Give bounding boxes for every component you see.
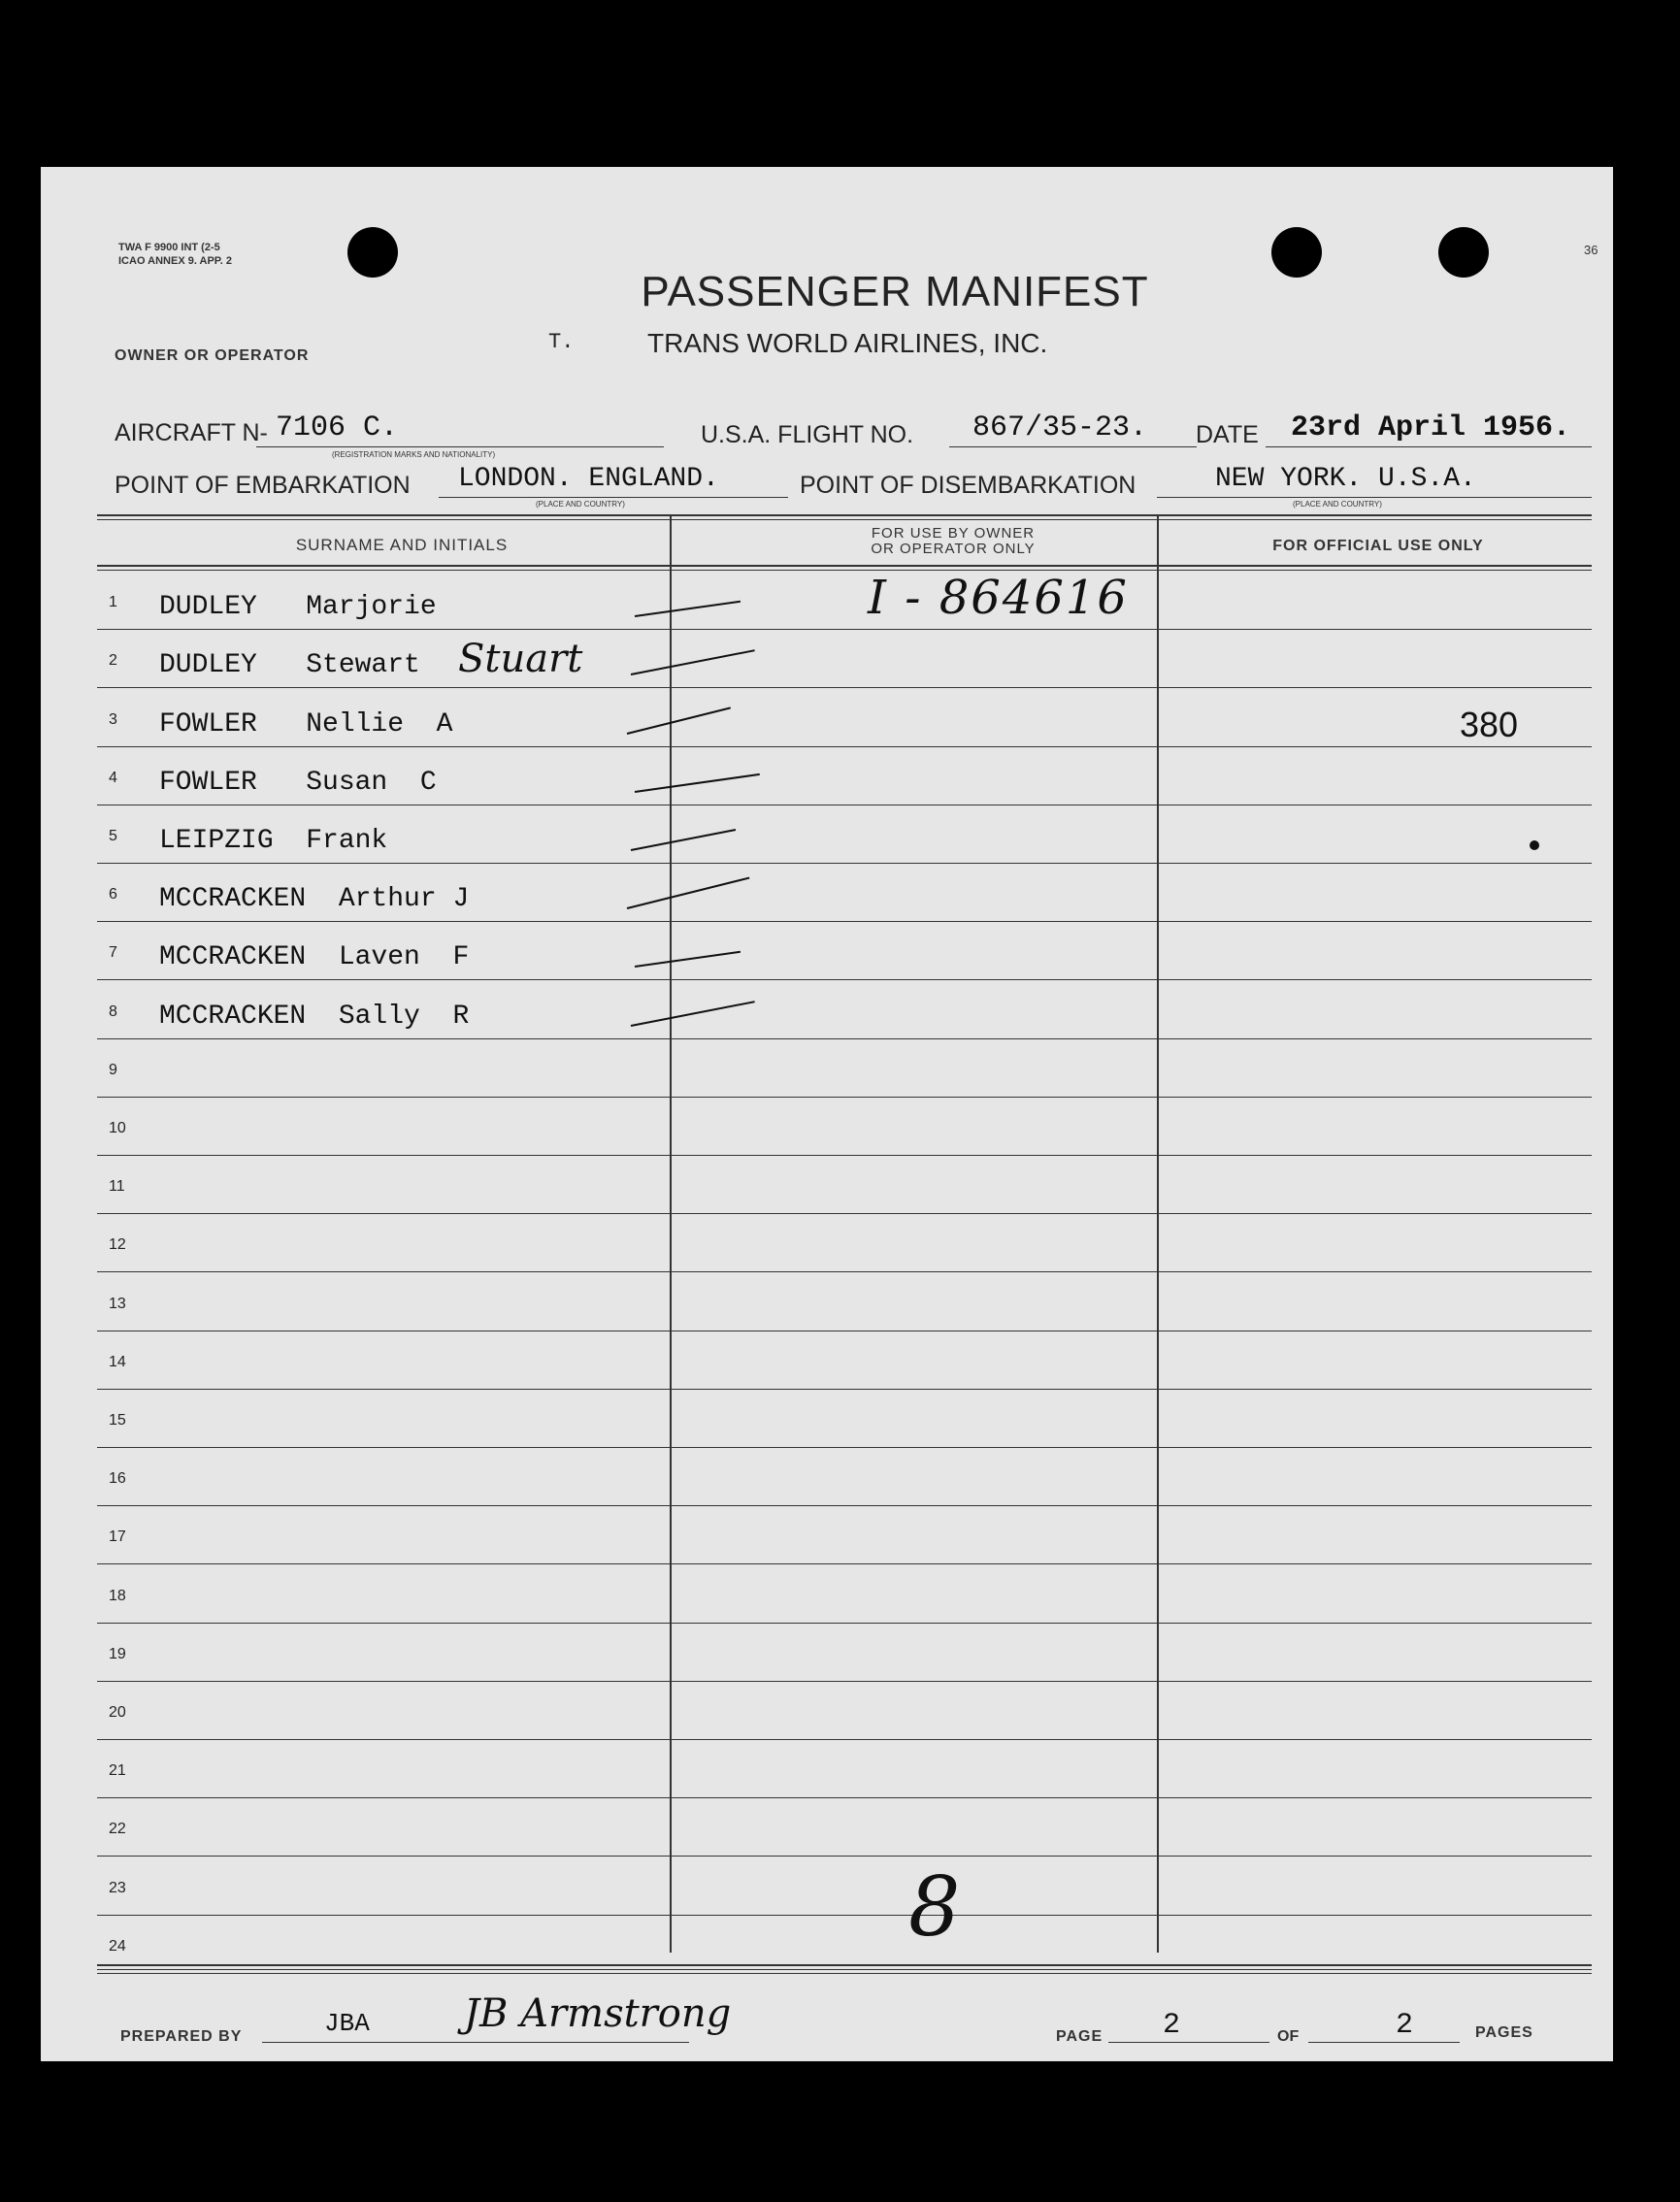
check-stroke bbox=[627, 877, 750, 909]
row-rule bbox=[97, 1915, 1592, 1916]
row-number: 16 bbox=[109, 1470, 126, 1488]
passenger-name: MCCRACKEN Sally R bbox=[159, 1001, 470, 1032]
handwritten-count: 8 bbox=[908, 1859, 961, 1955]
date-underline bbox=[1266, 446, 1592, 447]
footer-rule2 bbox=[97, 1969, 1592, 1970]
passenger-name: MCCRACKEN Laven F bbox=[159, 942, 470, 973]
form-code-line1: TWA F 9900 INT (2-5 bbox=[118, 242, 220, 253]
ink-dot bbox=[1530, 840, 1539, 850]
check-stroke bbox=[631, 1001, 755, 1027]
row-number: 15 bbox=[109, 1412, 126, 1429]
header-rule-top2 bbox=[97, 519, 1592, 520]
col-header-owner-use bbox=[672, 526, 1235, 557]
aircraft-value: 7106 C. bbox=[276, 411, 399, 444]
corner-code: 36 bbox=[1584, 243, 1598, 257]
manifest-sheet bbox=[41, 167, 1613, 2061]
row-number: 6 bbox=[109, 886, 117, 904]
row-number: 22 bbox=[109, 1821, 126, 1838]
row-number: 13 bbox=[109, 1295, 126, 1312]
date-value: 23rd April 1956. bbox=[1291, 411, 1571, 444]
row-rule bbox=[97, 979, 1592, 980]
date-label: DATE bbox=[1196, 421, 1259, 448]
footer-rule bbox=[97, 1964, 1592, 1966]
aircraft-underline bbox=[256, 446, 664, 447]
row-rule bbox=[97, 863, 1592, 864]
row-rule bbox=[97, 746, 1592, 747]
row-number: 10 bbox=[109, 1120, 126, 1136]
row-number: 18 bbox=[109, 1587, 126, 1604]
handwritten-ticket: I - 864616 bbox=[868, 571, 1129, 625]
row-number: 17 bbox=[109, 1528, 126, 1546]
header-rule-top bbox=[97, 514, 1592, 516]
row-rule bbox=[97, 1213, 1592, 1214]
row-number: 21 bbox=[109, 1762, 126, 1780]
row-number: 7 bbox=[109, 944, 117, 962]
punch-hole bbox=[1438, 227, 1489, 278]
row-number: 24 bbox=[109, 1937, 126, 1955]
embark-sub: (PLACE AND COUNTRY) bbox=[536, 500, 625, 509]
page-value: 2 bbox=[1163, 2009, 1181, 2042]
embark-value: LONDON. ENGLAND. bbox=[458, 464, 719, 494]
row-rule bbox=[97, 1155, 1592, 1156]
col-header-surname: SURNAME AND INITIALS bbox=[295, 536, 509, 554]
of-value: 2 bbox=[1396, 2009, 1414, 2042]
col-header-official: FOR OFFICIAL USE ONLY bbox=[1272, 538, 1484, 554]
disembark-label: POINT OF DISEMBARKATION bbox=[800, 472, 1136, 499]
row-number: 19 bbox=[109, 1645, 126, 1662]
embark-underline bbox=[439, 497, 788, 498]
passenger-name: FOWLER Nellie A bbox=[159, 708, 453, 739]
owner-label: OWNER OR OPERATOR bbox=[115, 347, 310, 364]
official-380: 380 bbox=[1460, 705, 1519, 744]
row-rule bbox=[97, 1038, 1592, 1039]
handwritten-stuart: Stuart bbox=[458, 637, 583, 681]
punch-hole bbox=[1271, 227, 1322, 278]
pages-label: PAGES bbox=[1475, 2024, 1533, 2041]
row-rule bbox=[97, 1681, 1592, 1682]
row-rule bbox=[97, 1097, 1592, 1098]
aircraft-label: AIRCRAFT N- bbox=[115, 419, 268, 446]
prepared-underline bbox=[262, 2042, 689, 2043]
column-divider-left bbox=[670, 516, 672, 1953]
check-stroke bbox=[635, 951, 741, 968]
page-title: PASSENGER MANIFEST bbox=[641, 268, 1149, 315]
disembark-underline bbox=[1157, 497, 1592, 498]
flight-value: 867/35-23. bbox=[972, 411, 1148, 444]
col-header-owner-use-line2: OR OPERATOR ONLY bbox=[871, 541, 1036, 557]
of-label: OF bbox=[1277, 2028, 1300, 2045]
passenger-name: FOWLER Susan C bbox=[159, 767, 437, 798]
header-rule-bottom bbox=[97, 565, 1592, 567]
row-number: 3 bbox=[109, 710, 117, 728]
row-rule bbox=[97, 1739, 1592, 1740]
row-number: 2 bbox=[109, 652, 117, 670]
disembark-value: NEW YORK. U.S.A. bbox=[1215, 464, 1476, 494]
row-number: 4 bbox=[109, 769, 117, 786]
passenger-name: MCCRACKEN Arthur J bbox=[159, 884, 470, 915]
row-rule bbox=[97, 1563, 1592, 1564]
operator-name: TRANS WORLD AIRLINES, INC. bbox=[647, 328, 1048, 358]
column-divider-right bbox=[1157, 516, 1159, 1953]
passenger-name: DUDLEY Stewart bbox=[159, 650, 420, 681]
row-rule bbox=[97, 1797, 1592, 1798]
passenger-name: DUDLEY Marjorie bbox=[159, 592, 437, 623]
row-number: 8 bbox=[109, 1002, 117, 1020]
row-rule bbox=[97, 687, 1592, 688]
row-number: 5 bbox=[109, 828, 117, 844]
row-number: 11 bbox=[109, 1178, 125, 1196]
check-stroke bbox=[631, 650, 755, 676]
header-rule-bottom2 bbox=[97, 570, 1592, 571]
passenger-name: LEIPZIG Frank bbox=[159, 826, 388, 856]
col-header-owner-use-line1: FOR USE BY OWNER bbox=[871, 525, 1036, 542]
row-rule bbox=[97, 629, 1592, 630]
row-rule bbox=[97, 1856, 1592, 1857]
signature: JB Armstrong bbox=[464, 1991, 732, 2036]
check-stroke bbox=[635, 773, 760, 793]
operator-prefix: T. bbox=[548, 330, 575, 354]
row-rule bbox=[97, 1271, 1592, 1272]
prepared-value: JBA bbox=[324, 2009, 370, 2038]
flight-label: U.S.A. FLIGHT NO. bbox=[701, 421, 914, 448]
flight-underline bbox=[949, 446, 1197, 447]
embark-label: POINT OF EMBARKATION bbox=[115, 472, 411, 499]
check-stroke bbox=[635, 601, 741, 617]
row-rule bbox=[97, 1973, 1592, 1974]
form-code bbox=[118, 241, 232, 268]
row-number: 14 bbox=[109, 1353, 126, 1370]
form-code-line2: ICAO ANNEX 9. APP. 2 bbox=[118, 255, 232, 267]
row-number: 20 bbox=[109, 1704, 126, 1721]
row-number: 23 bbox=[109, 1879, 126, 1896]
punch-hole bbox=[347, 227, 398, 278]
prepared-label: PREPARED BY bbox=[120, 2028, 243, 2045]
row-rule bbox=[97, 1389, 1592, 1390]
check-stroke bbox=[627, 707, 731, 735]
row-number: 1 bbox=[109, 594, 117, 611]
disembark-sub: (PLACE AND COUNTRY) bbox=[1293, 500, 1382, 509]
row-rule bbox=[97, 921, 1592, 922]
page-underline bbox=[1108, 2042, 1269, 2043]
page-label: PAGE bbox=[1056, 2028, 1104, 2045]
aircraft-sub: (REGISTRATION MARKS AND NATIONALITY) bbox=[332, 450, 496, 459]
of-underline bbox=[1308, 2042, 1460, 2043]
row-rule bbox=[97, 1447, 1592, 1448]
row-number: 9 bbox=[109, 1061, 117, 1078]
row-number: 12 bbox=[109, 1236, 126, 1254]
row-rule bbox=[97, 1623, 1592, 1624]
row-rule bbox=[97, 1505, 1592, 1506]
check-stroke bbox=[631, 829, 736, 851]
